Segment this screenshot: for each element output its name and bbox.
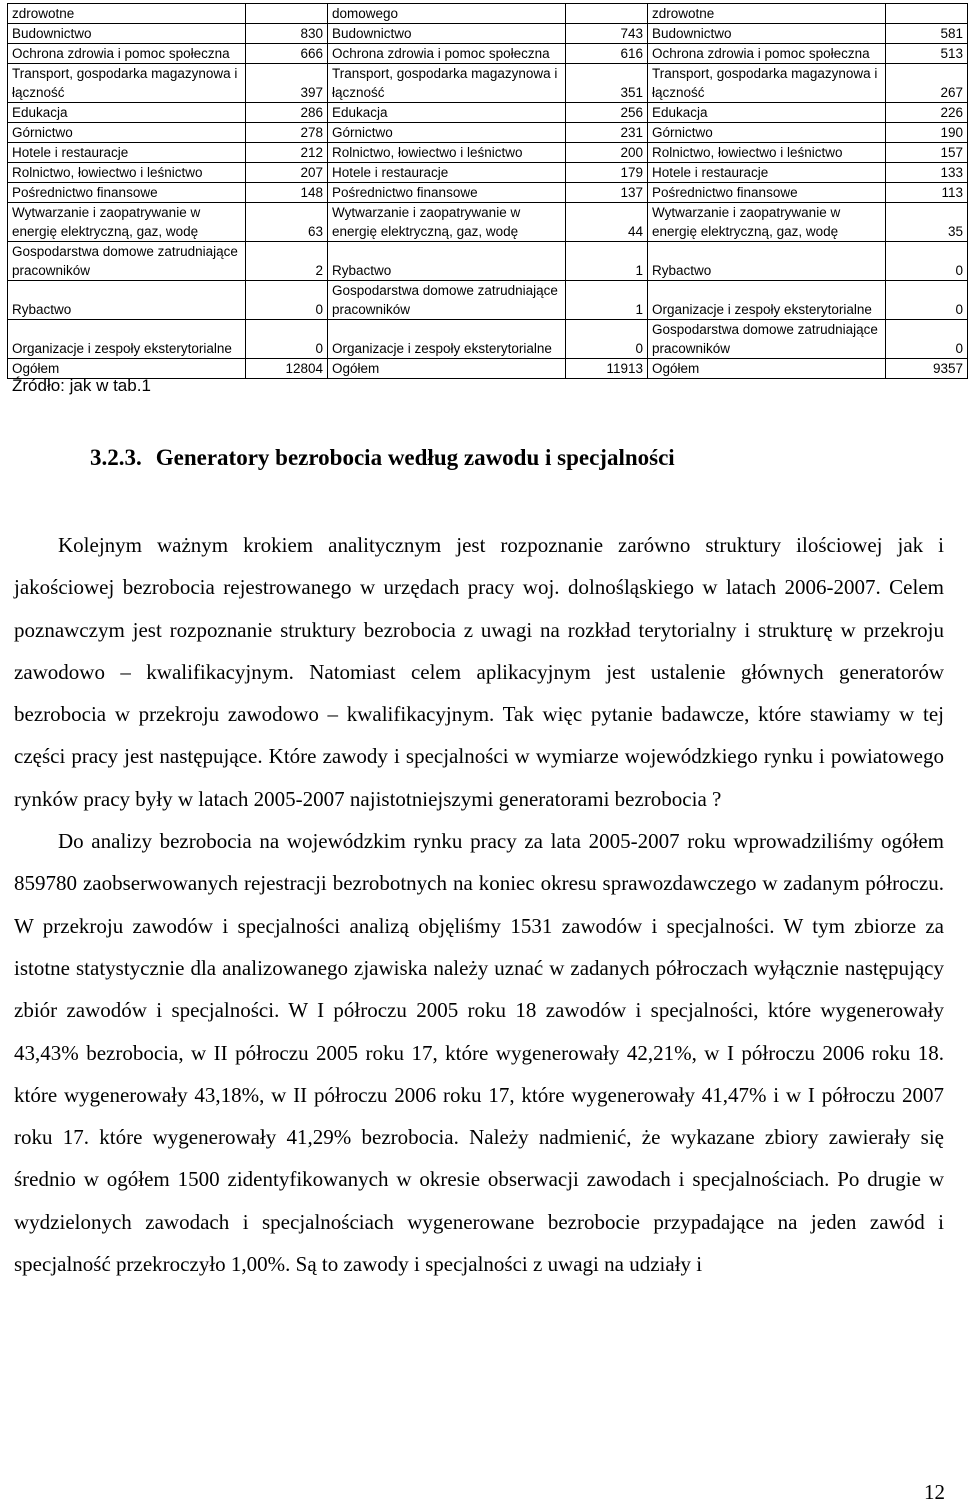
table-cell-label: Ochrona zdrowia i pomoc społeczna (8, 44, 246, 64)
table-cell-label: Górnictwo (328, 123, 566, 143)
table-cell-value: 286 (246, 103, 328, 123)
table-cell-label: Pośrednictwo finansowe (648, 183, 886, 203)
table-row (8, 281, 968, 320)
table-cell-label: domowego (328, 4, 566, 24)
table-cell-label: zdrowotne (8, 4, 246, 24)
table-cell-label: Transport, gospodarka magazynowa i łączność (8, 64, 246, 103)
table-cell-value (886, 4, 968, 24)
table-cell-value: 616 (566, 44, 648, 64)
table-cell-label: Hotele i restauracje (648, 163, 886, 183)
table-cell-label: Rybactwo (648, 242, 886, 281)
table-cell-label: Organizacje i zespoły eksterytorialne (648, 281, 886, 320)
table-cell-label: Górnictwo (8, 123, 246, 143)
table-cell-label: Organizacje i zespoły eksterytorialne (8, 320, 246, 359)
table-cell-value: 9357 (886, 359, 968, 379)
table-cell-value: 0 (246, 281, 328, 320)
table-cell-label: Hotele i restauracje (8, 143, 246, 163)
table-cell-label: Ogółem (328, 359, 566, 379)
table-cell-value: 157 (886, 143, 968, 163)
body-text (14, 524, 944, 1285)
table-row (8, 203, 968, 242)
table-cell-label: Rolnictwo, łowiectwo i leśnictwo (328, 143, 566, 163)
table-cell-value: 0 (886, 242, 968, 281)
table-cell-value (246, 4, 328, 24)
table-cell-label: Organizacje i zespoły eksterytorialne (328, 320, 566, 359)
table-cell-label: Górnictwo (648, 123, 886, 143)
table-cell-value: 513 (886, 44, 968, 64)
table-cell-value: 207 (246, 163, 328, 183)
table-cell-label: Edukacja (328, 103, 566, 123)
table-cell-value: 35 (886, 203, 968, 242)
table-row (8, 320, 968, 359)
table-cell-value: 1 (566, 281, 648, 320)
section-number: 3.2.3. (90, 445, 142, 470)
table-cell-label: Ogółem (8, 359, 246, 379)
table-cell-label: Wytwarzanie i zaopatrywanie w energię elektryczną, gaz, wodę (8, 203, 246, 242)
table-cell-label: Wytwarzanie i zaopatrywanie w energię elektryczną, gaz, wodę (328, 203, 566, 242)
section-title: Generatory bezrobocia według zawodu i specjalności (155, 445, 675, 470)
table-cell-label: Budownictwo (648, 24, 886, 44)
paragraph: Do analizy bezrobocia na wojewódzkim rynku pracy za lata 2005-2007 roku wprowadziliśmy ogółem 859780 zaobserwowanych rejestracji bezrobotnych na koniec okresu sprawozdawczego w zadanym półroczu. W przekroju zawodów i specjalności analizą objęliśmy 1531 zawodów i specjalności. W tym zbiorze za istotne statystycznie dla analizowanego zjawiska należy uznać w zadanych półroczach wyłącznie następujący zbiór zawodów i specjalności. W I półroczu 2005 roku 18 zawodów i specjalności, które wygenerowały 43,43% bezrobocia, w II półroczu 2005 roku 17, które wygenerowały 42,21%, w I półroczu 2006 roku 18. które wygenerowały 43,18%, w II półroczu 2006 roku 17, które wygenerowały 41,47% i w I półroczu 2007 roku 17. które wygenerowały 41,29% bezrobocia. Należy nadmienić, że wykazane zbiory zawierały się średnio w ogółem 1500 zidentyfikowanych w okresie obserwacji zawodach i specjalnościach. Po drugie w wydzielonych zawodach i specjalnościach wygenerowane bezrobocie przypadające na jeden zawód i specjalność przekroczyło 1,00%. Są to zawody i specjalności z uwagi na udziały i (14, 829, 944, 1277)
table-cell-label: Budownictwo (8, 24, 246, 44)
table-cell-label: Ogółem (648, 359, 886, 379)
table-cell-value: 200 (566, 143, 648, 163)
table-row (8, 4, 968, 24)
table-cell-value: 267 (886, 64, 968, 103)
table-cell-value: 0 (566, 320, 648, 359)
table-cell-value: 11913 (566, 359, 648, 379)
table-cell-value: 12804 (246, 359, 328, 379)
table-row (8, 242, 968, 281)
table-cell-label: Pośrednictwo finansowe (8, 183, 246, 203)
table-cell-label: Gospodarstwa domowe zatrudniające pracowników (8, 242, 246, 281)
table-cell-label: Edukacja (648, 103, 886, 123)
table-cell-label: Rybactwo (328, 242, 566, 281)
table-row (8, 143, 968, 163)
table-cell-value: 63 (246, 203, 328, 242)
source-note: Źródło: jak w tab.1 (12, 376, 151, 395)
table-cell-label: Ochrona zdrowia i pomoc społeczna (648, 44, 886, 64)
table-cell-value: 743 (566, 24, 648, 44)
table-cell-value: 226 (886, 103, 968, 123)
table-cell-label: Edukacja (8, 103, 246, 123)
table-cell-label: Gospodarstwa domowe zatrudniające pracowników (328, 281, 566, 320)
table-cell-label: Rolnictwo, łowiectwo i leśnictwo (8, 163, 246, 183)
table-cell-label: Pośrednictwo finansowe (328, 183, 566, 203)
table-cell-value: 190 (886, 123, 968, 143)
table-cell-value: 278 (246, 123, 328, 143)
page-number: 12 (924, 1480, 945, 1504)
table-cell-label: zdrowotne (648, 4, 886, 24)
table-cell-value: 666 (246, 44, 328, 64)
table-cell-label: Rybactwo (8, 281, 246, 320)
table-row (8, 163, 968, 183)
section-heading (90, 445, 675, 471)
table-cell-value: 581 (886, 24, 968, 44)
table-row (8, 359, 968, 379)
table-cell-label: Wytwarzanie i zaopatrywanie w energię elektryczną, gaz, wodę (648, 203, 886, 242)
table-row (8, 123, 968, 143)
table-cell-value: 179 (566, 163, 648, 183)
table-cell-value: 256 (566, 103, 648, 123)
table-row (8, 24, 968, 44)
table-cell-label: Ochrona zdrowia i pomoc społeczna (328, 44, 566, 64)
table-cell-value: 2 (246, 242, 328, 281)
table-cell-value (566, 4, 648, 24)
table-cell-value: 113 (886, 183, 968, 203)
table-cell-value: 0 (886, 281, 968, 320)
unemployment-by-section-table (7, 3, 968, 379)
paragraph: Kolejnym ważnym krokiem analitycznym jest rozpoznanie zarówno struktury ilościowej jak i jakościowej bezrobocia rejestrowanego w urzędach pracy woj. dolnośląskiego w latach 2006-2007. Celem poznawczym jest rozpoznanie struktury bezrobocia z uwagi na rozkład terytorialny i strukturę w przekroju zawodowo – kwalifikacyjnym. Natomiast celem aplikacyjnym jest ustalenie głównych generatorów bezrobocia w przekroju zawodowo – kwalifikacyjnym. Tak więc pytanie badawcze, które stawiamy w tej części pracy jest następujące. Które zawody i specjalności w wymiarze wojewódzkiego rynku i powiatowego rynków pracy były w latach 2005-2007 najistotniejszymi generatorami bezrobocia ? (14, 533, 944, 811)
table-cell-value: 0 (886, 320, 968, 359)
table-cell-label: Transport, gospodarka magazynowa i łączność (328, 64, 566, 103)
table-cell-value: 133 (886, 163, 968, 183)
table-cell-label: Transport, gospodarka magazynowa i łączność (648, 64, 886, 103)
table-cell-value: 351 (566, 64, 648, 103)
table-row (8, 44, 968, 64)
table-row (8, 183, 968, 203)
table-cell-value: 231 (566, 123, 648, 143)
table-cell-value: 830 (246, 24, 328, 44)
table-cell-label: Rolnictwo, łowiectwo i leśnictwo (648, 143, 886, 163)
table-body (8, 4, 968, 379)
table-cell-label: Hotele i restauracje (328, 163, 566, 183)
table-row (8, 103, 968, 123)
table-cell-value: 0 (246, 320, 328, 359)
table-row (8, 64, 968, 103)
table-cell-value: 1 (566, 242, 648, 281)
table-cell-value: 44 (566, 203, 648, 242)
table-cell-value: 148 (246, 183, 328, 203)
table-cell-value: 212 (246, 143, 328, 163)
table-cell-value: 397 (246, 64, 328, 103)
table-cell-value: 137 (566, 183, 648, 203)
table-cell-label: Budownictwo (328, 24, 566, 44)
table-cell-label: Gospodarstwa domowe zatrudniające pracowników (648, 320, 886, 359)
